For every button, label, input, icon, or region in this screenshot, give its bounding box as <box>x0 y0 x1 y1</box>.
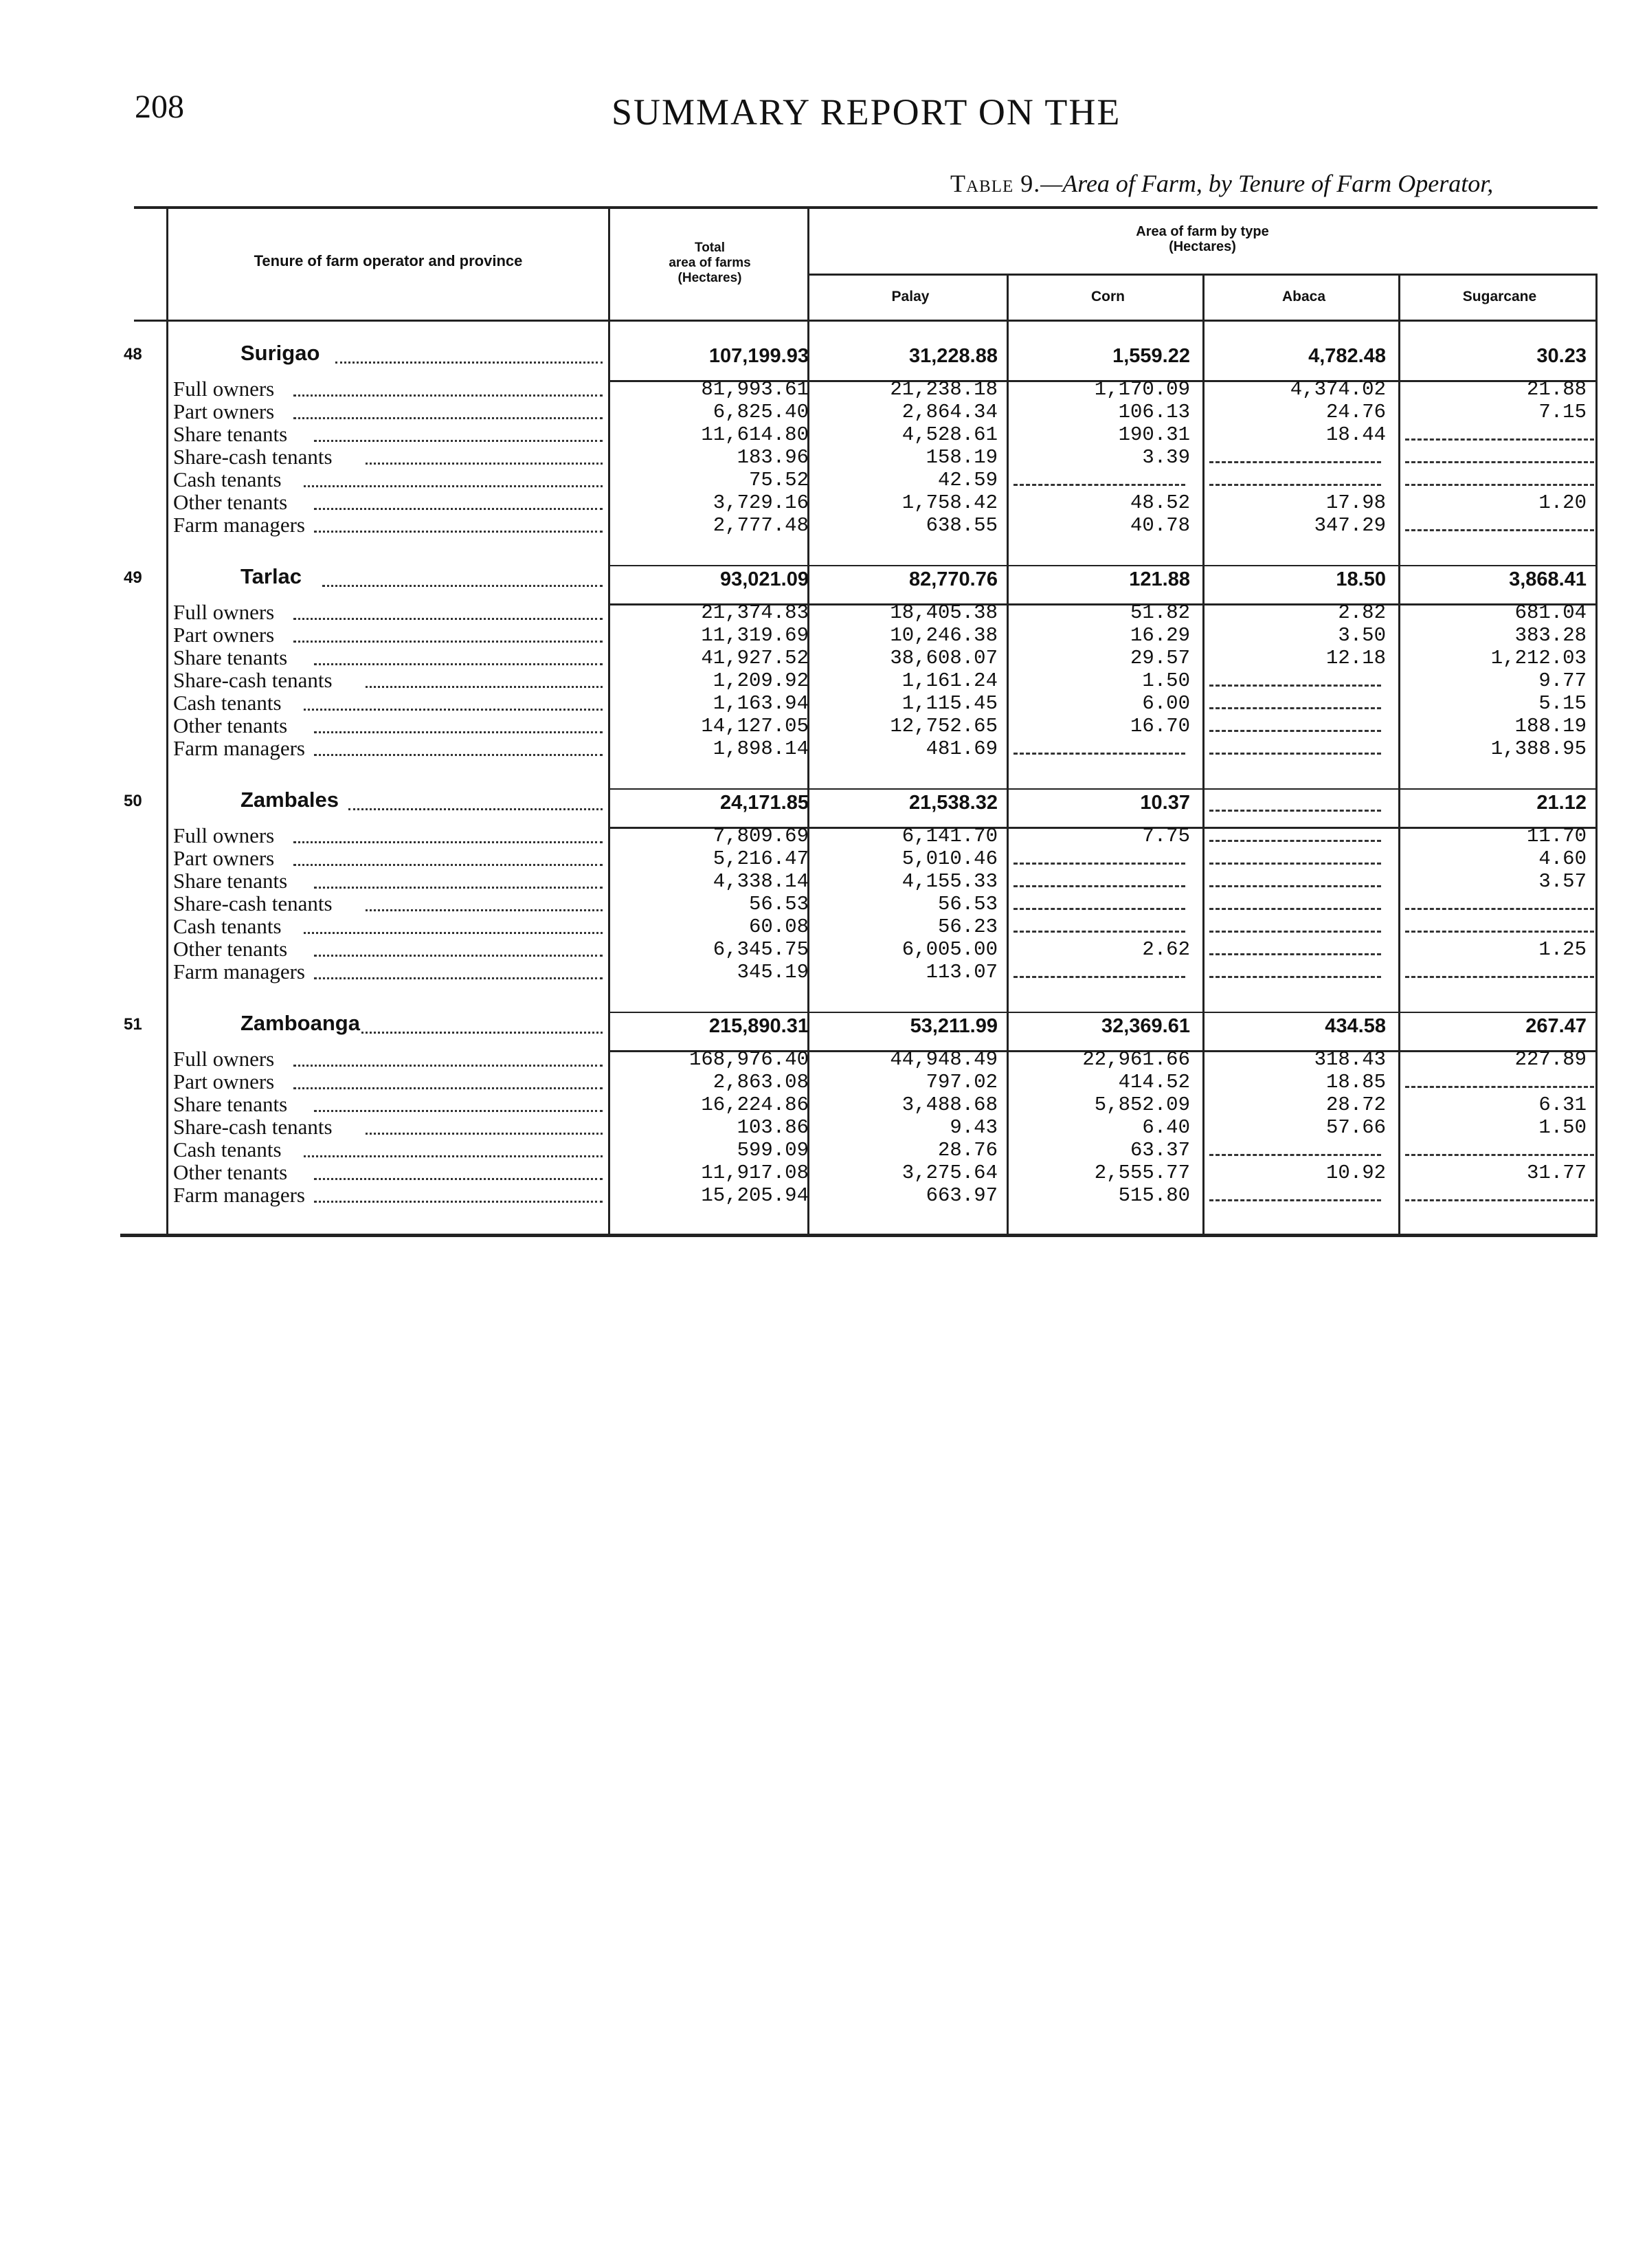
tenure-sugarcane-value: 1.50 <box>1538 1116 1587 1139</box>
header-area-line: (Hectares) <box>1169 239 1236 254</box>
tenure-label: Farm managers <box>173 959 305 983</box>
tenure-palay-value: 3,275.64 <box>901 1161 998 1184</box>
empty-cell-leader <box>1405 438 1594 441</box>
province-corn-value: 10.37 <box>1140 792 1190 814</box>
tenure-corn-value: 40.78 <box>1130 514 1190 537</box>
tenure-palay-value: 18,405.38 <box>890 601 998 624</box>
tenure-corn-value: 29.57 <box>1130 647 1190 669</box>
empty-cell-leader <box>1405 1154 1594 1156</box>
leader-dots <box>314 1110 603 1112</box>
empty-cell-leader <box>1209 885 1381 887</box>
tenure-palay-value: 6,005.00 <box>901 938 998 961</box>
empty-cell-leader <box>1209 1154 1381 1156</box>
tenure-sugarcane-value: 1.20 <box>1538 491 1587 514</box>
leader-dots <box>304 709 603 711</box>
province-abaca-value: 4,782.48 <box>1308 345 1386 367</box>
tenure-label: Part owners <box>173 1069 275 1093</box>
tenure-label: Full owners <box>173 600 275 624</box>
tenure-total-value: 5,216.47 <box>713 847 809 870</box>
leader-dots <box>322 585 603 587</box>
leader-dots <box>293 417 603 419</box>
tenure-corn-value: 51.82 <box>1130 601 1190 624</box>
tenure-label: Farm managers <box>173 513 305 537</box>
empty-cell-leader <box>1209 840 1381 842</box>
province-palay-value: 53,211.99 <box>910 1015 998 1037</box>
leader-dots <box>335 362 603 364</box>
tenure-palay-value: 663.97 <box>926 1184 998 1207</box>
tenure-label: Other tenants <box>173 1160 288 1184</box>
empty-cell-leader <box>1209 863 1381 865</box>
tenure-label: Share-cash tenants <box>173 668 333 692</box>
province-top-rule <box>608 788 1598 790</box>
province-number: 51 <box>124 1015 142 1034</box>
tenure-abaca-value: 3.50 <box>1338 624 1386 647</box>
tenure-palay-value: 481.69 <box>926 737 998 760</box>
province-sugarcane-value: 21.12 <box>1536 792 1587 814</box>
province-corn-value: 1,559.22 <box>1112 345 1190 367</box>
tenure-corn-value: 106.13 <box>1118 401 1190 423</box>
tenure-palay-value: 638.55 <box>926 514 998 537</box>
tenure-palay-value: 10,246.38 <box>890 624 998 647</box>
empty-cell-leader <box>1209 730 1381 732</box>
leader-dots <box>293 641 603 643</box>
tenure-sugarcane-value: 1,212.03 <box>1490 647 1587 669</box>
empty-cell-leader <box>1013 863 1185 865</box>
tenure-palay-value: 1,115.45 <box>901 692 998 715</box>
tenure-palay-value: 12,752.65 <box>890 715 998 737</box>
province-top-rule <box>608 1012 1598 1013</box>
empty-cell-leader <box>1405 1086 1594 1088</box>
tenure-palay-value: 56.53 <box>937 893 998 915</box>
tenure-total-value: 345.19 <box>737 961 809 983</box>
leader-dots <box>293 1087 603 1089</box>
header-total <box>610 241 809 286</box>
tenure-label: Farm managers <box>173 736 305 760</box>
tenure-palay-value: 28.76 <box>937 1139 998 1161</box>
leader-dots <box>304 932 603 934</box>
empty-cell-leader <box>1209 753 1381 755</box>
tenure-label: Full owners <box>173 377 275 401</box>
tenure-total-value: 2,777.48 <box>713 514 809 537</box>
tenure-corn-value: 16.70 <box>1130 715 1190 737</box>
empty-cell-leader <box>1209 953 1381 955</box>
empty-cell-leader <box>1209 976 1381 978</box>
tenure-palay-value: 6,141.70 <box>901 825 998 847</box>
tenure-abaca-value: 318.43 <box>1314 1048 1386 1071</box>
empty-cell-leader <box>1013 484 1185 486</box>
empty-cell-leader <box>1405 1199 1594 1201</box>
tenure-corn-value: 5,852.09 <box>1094 1093 1190 1116</box>
tenure-label: Part owners <box>173 623 275 647</box>
tenure-label: Share tenants <box>173 869 288 893</box>
leader-dots <box>293 841 603 843</box>
tenure-abaca-value: 2.82 <box>1338 601 1386 624</box>
tenure-label: Share-cash tenants <box>173 1115 333 1139</box>
province-total-value: 24,171.85 <box>719 792 809 814</box>
province-number: 50 <box>124 792 142 810</box>
bottom-rule <box>120 1234 1598 1237</box>
leader-dots <box>293 394 603 397</box>
tenure-corn-value: 16.29 <box>1130 624 1190 647</box>
empty-cell-leader <box>1209 810 1381 812</box>
empty-cell-leader <box>1013 885 1185 887</box>
tenure-palay-value: 1,758.42 <box>901 491 998 514</box>
tenure-corn-value: 414.52 <box>1118 1071 1190 1093</box>
empty-cell-leader <box>1013 753 1185 755</box>
tenure-label: Farm managers <box>173 1183 305 1207</box>
leader-dots <box>314 1201 603 1203</box>
leader-dots <box>314 887 603 889</box>
tenure-total-value: 11,917.08 <box>701 1161 809 1184</box>
leader-dots <box>366 463 603 465</box>
tenure-corn-value: 1,170.09 <box>1094 378 1190 401</box>
tenure-corn-value: 190.31 <box>1118 423 1190 446</box>
leader-dots <box>366 686 603 688</box>
tenure-palay-value: 3,488.68 <box>901 1093 998 1116</box>
tenure-total-value: 41,927.52 <box>701 647 809 669</box>
tenure-total-value: 183.96 <box>737 446 809 469</box>
tenure-corn-value: 2,555.77 <box>1094 1161 1190 1184</box>
tenure-palay-value: 797.02 <box>926 1071 998 1093</box>
tenure-sugarcane-value: 6.31 <box>1538 1093 1587 1116</box>
tenure-label: Part owners <box>173 399 275 423</box>
vrule-abaca <box>1202 274 1205 1234</box>
tenure-abaca-value: 18.85 <box>1325 1071 1386 1093</box>
tenure-sugarcane-value: 1,388.95 <box>1490 737 1587 760</box>
header-tenure: Tenure of farm operator and province <box>254 252 523 269</box>
tenure-corn-value: 6.40 <box>1142 1116 1190 1139</box>
leader-dots <box>314 440 603 442</box>
tenure-total-value: 16,224.86 <box>701 1093 809 1116</box>
province-corn-value: 32,369.61 <box>1101 1015 1190 1037</box>
tenure-label: Other tenants <box>173 490 288 514</box>
tenure-corn-value: 7.75 <box>1142 825 1190 847</box>
tenure-corn-value: 63.37 <box>1130 1139 1190 1161</box>
empty-cell-leader <box>1209 461 1381 463</box>
tenure-abaca-value: 347.29 <box>1314 514 1386 537</box>
tenure-label: Cash tenants <box>173 467 282 491</box>
tenure-sugarcane-value: 9.77 <box>1538 669 1587 692</box>
province-palay-value: 21,538.32 <box>908 792 998 814</box>
tenure-corn-value: 1.50 <box>1142 669 1190 692</box>
tenure-total-value: 56.53 <box>748 893 809 915</box>
tenure-total-value: 75.52 <box>748 469 809 491</box>
empty-cell-leader <box>1405 931 1594 933</box>
province-name: Surigao <box>240 341 320 365</box>
tenure-label: Share tenants <box>173 422 288 446</box>
header-total-line: Total <box>695 241 725 255</box>
leader-dots <box>293 1065 603 1067</box>
tenure-palay-value: 113.07 <box>926 961 998 983</box>
province-name: Zamboanga <box>240 1011 360 1035</box>
tenure-total-value: 21,374.83 <box>701 601 809 624</box>
empty-cell-leader <box>1405 484 1594 486</box>
tenure-palay-value: 21,238.18 <box>890 378 998 401</box>
tenure-total-value: 6,825.40 <box>713 401 809 423</box>
header-sugarcane: Sugarcane <box>1462 289 1537 304</box>
running-head: SUMMARY REPORT ON THE <box>612 91 1121 133</box>
header-area-line: Area of farm by type <box>1136 224 1269 239</box>
tenure-sugarcane-value: 188.19 <box>1514 715 1587 737</box>
table-label: Table 9. <box>950 170 1041 197</box>
tenure-label: Cash tenants <box>173 691 282 715</box>
tenure-total-value: 168,976.40 <box>688 1048 809 1071</box>
tenure-palay-value: 9.43 <box>950 1116 998 1139</box>
tenure-total-value: 60.08 <box>748 915 809 938</box>
tenure-palay-value: 1,161.24 <box>901 669 998 692</box>
tenure-total-value: 1,209.92 <box>713 669 809 692</box>
empty-cell-leader <box>1405 976 1594 978</box>
tenure-sugarcane-value: 31.77 <box>1526 1161 1587 1184</box>
tenure-abaca-value: 24.76 <box>1325 401 1386 423</box>
vrule-sugar <box>1398 274 1400 1234</box>
leader-dots <box>314 1178 603 1180</box>
leader-dots <box>348 808 603 810</box>
empty-cell-leader <box>1013 931 1185 933</box>
tenure-label: Full owners <box>173 1047 275 1071</box>
tenure-total-value: 15,205.94 <box>701 1184 809 1207</box>
tenure-label: Share-cash tenants <box>173 891 333 915</box>
province-total-value: 107,199.93 <box>708 345 809 367</box>
tenure-label: Share-cash tenants <box>173 445 333 469</box>
tenure-total-value: 7,809.69 <box>713 825 809 847</box>
tenure-total-value: 6,345.75 <box>713 938 809 961</box>
province-total-value: 93,021.09 <box>719 568 809 590</box>
tenure-total-value: 2,863.08 <box>713 1071 809 1093</box>
tenure-sugarcane-value: 4.60 <box>1538 847 1587 870</box>
province-name: Zambales <box>240 788 339 812</box>
tenure-corn-value: 3.39 <box>1142 446 1190 469</box>
tenure-sugarcane-value: 681.04 <box>1514 601 1587 624</box>
tenure-label: Other tenants <box>173 937 288 961</box>
leader-dots <box>314 754 603 756</box>
leader-dots <box>314 955 603 957</box>
province-name: Tarlac <box>240 564 302 588</box>
province-sugarcane-value: 3,868.41 <box>1509 568 1587 590</box>
province-total-value: 215,890.31 <box>708 1015 809 1037</box>
table-title: —Area of Farm, by Tenure of Farm Operator, <box>1040 170 1494 197</box>
tenure-palay-value: 4,155.33 <box>901 870 998 893</box>
tenure-palay-value: 44,948.49 <box>890 1048 998 1071</box>
province-sugarcane-value: 267.47 <box>1525 1015 1587 1037</box>
leader-dots <box>293 864 603 866</box>
tenure-abaca-value: 28.72 <box>1325 1093 1386 1116</box>
empty-cell-leader <box>1209 484 1381 486</box>
province-corn-value: 121.88 <box>1129 568 1190 590</box>
empty-cell-leader <box>1013 976 1185 978</box>
leader-dots <box>314 508 603 510</box>
empty-cell-leader <box>1013 908 1185 910</box>
province-abaca-value: 434.58 <box>1325 1015 1386 1037</box>
tenure-abaca-value: 10.92 <box>1325 1161 1386 1184</box>
tenure-sugarcane-value: 1.25 <box>1538 938 1587 961</box>
tenure-total-value: 3,729.16 <box>713 491 809 514</box>
tenure-abaca-value: 4,374.02 <box>1290 378 1386 401</box>
tenure-total-value: 103.86 <box>737 1116 809 1139</box>
province-palay-value: 82,770.76 <box>908 568 998 590</box>
leader-dots <box>293 618 603 620</box>
tenure-sugarcane-value: 383.28 <box>1514 624 1587 647</box>
tenure-sugarcane-value: 21.88 <box>1526 378 1587 401</box>
page-number: 208 <box>135 89 184 125</box>
tenure-total-value: 81,993.61 <box>701 378 809 401</box>
tenure-abaca-value: 17.98 <box>1325 491 1386 514</box>
tenure-label: Other tenants <box>173 713 288 737</box>
empty-cell-leader <box>1209 908 1381 910</box>
tenure-label: Part owners <box>173 846 275 870</box>
province-abaca-value: 18.50 <box>1336 568 1386 590</box>
empty-cell-leader <box>1209 931 1381 933</box>
leader-dots <box>304 1155 603 1157</box>
empty-cell-leader <box>1209 1199 1381 1201</box>
tenure-sugarcane-value: 11.70 <box>1526 825 1587 847</box>
leader-dots <box>361 1032 603 1034</box>
empty-cell-leader <box>1405 908 1594 910</box>
province-top-rule <box>608 565 1598 566</box>
leader-dots <box>304 485 603 487</box>
vrule-total <box>608 206 610 1234</box>
tenure-total-value: 14,127.05 <box>701 715 809 737</box>
leader-dots <box>314 977 603 979</box>
header-total-line: area of farms <box>669 256 751 270</box>
tenure-label: Share tenants <box>173 1092 288 1116</box>
province-number: 48 <box>124 345 142 364</box>
province-sugarcane-value: 30.23 <box>1536 345 1587 367</box>
tenure-corn-value: 515.80 <box>1118 1184 1190 1207</box>
vrule-right <box>1595 274 1598 1234</box>
tenure-label: Full owners <box>173 823 275 847</box>
tenure-total-value: 4,338.14 <box>713 870 809 893</box>
top-rule <box>134 206 1598 209</box>
tenure-palay-value: 2,864.34 <box>901 401 998 423</box>
header-total-line: (Hectares) <box>677 271 742 285</box>
leader-dots <box>366 909 603 911</box>
tenure-corn-value: 22,961.66 <box>1082 1048 1190 1071</box>
tenure-palay-value: 158.19 <box>926 446 998 469</box>
tenure-abaca-value: 12.18 <box>1325 647 1386 669</box>
tenure-abaca-value: 57.66 <box>1325 1116 1386 1139</box>
tenure-palay-value: 42.59 <box>937 469 998 491</box>
tenure-abaca-value: 18.44 <box>1325 423 1386 446</box>
tenure-total-value: 11,614.80 <box>701 423 809 446</box>
empty-cell-leader <box>1405 529 1594 531</box>
header-area-by-type <box>811 224 1594 254</box>
tenure-total-value: 599.09 <box>737 1139 809 1161</box>
leader-dots <box>366 1133 603 1135</box>
vrule-corn <box>1007 274 1009 1234</box>
header-corn: Corn <box>1091 289 1125 304</box>
tenure-label: Cash tenants <box>173 914 282 938</box>
tenure-palay-value: 38,608.07 <box>890 647 998 669</box>
tenure-corn-value: 48.52 <box>1130 491 1190 514</box>
tenure-total-value: 1,163.94 <box>713 692 809 715</box>
tenure-total-value: 1,898.14 <box>713 737 809 760</box>
leader-dots <box>314 531 603 533</box>
leader-dots <box>314 731 603 733</box>
tenure-corn-value: 2.62 <box>1142 938 1190 961</box>
leader-dots <box>314 663 603 665</box>
tenure-sugarcane-value: 5.15 <box>1538 692 1587 715</box>
header-bottom-rule <box>134 320 1598 322</box>
vrule-left <box>166 206 168 1234</box>
empty-cell-leader <box>1209 685 1381 687</box>
tenure-corn-value: 6.00 <box>1142 692 1190 715</box>
tenure-palay-value: 4,528.61 <box>901 423 998 446</box>
tenure-total-value: 11,319.69 <box>701 624 809 647</box>
tenure-sugarcane-value: 7.15 <box>1538 401 1587 423</box>
province-palay-value: 31,228.88 <box>908 345 998 367</box>
empty-cell-leader <box>1405 461 1594 463</box>
province-number: 49 <box>124 568 142 587</box>
tenure-palay-value: 5,010.46 <box>901 847 998 870</box>
tenure-sugarcane-value: 3.57 <box>1538 870 1587 893</box>
empty-cell-leader <box>1209 707 1381 709</box>
header-palay: Palay <box>891 289 930 304</box>
tenure-label: Cash tenants <box>173 1137 282 1161</box>
tenure-sugarcane-value: 227.89 <box>1514 1048 1587 1071</box>
tenure-palay-value: 56.23 <box>937 915 998 938</box>
tenure-label: Share tenants <box>173 645 288 669</box>
header-abaca: Abaca <box>1281 289 1326 304</box>
